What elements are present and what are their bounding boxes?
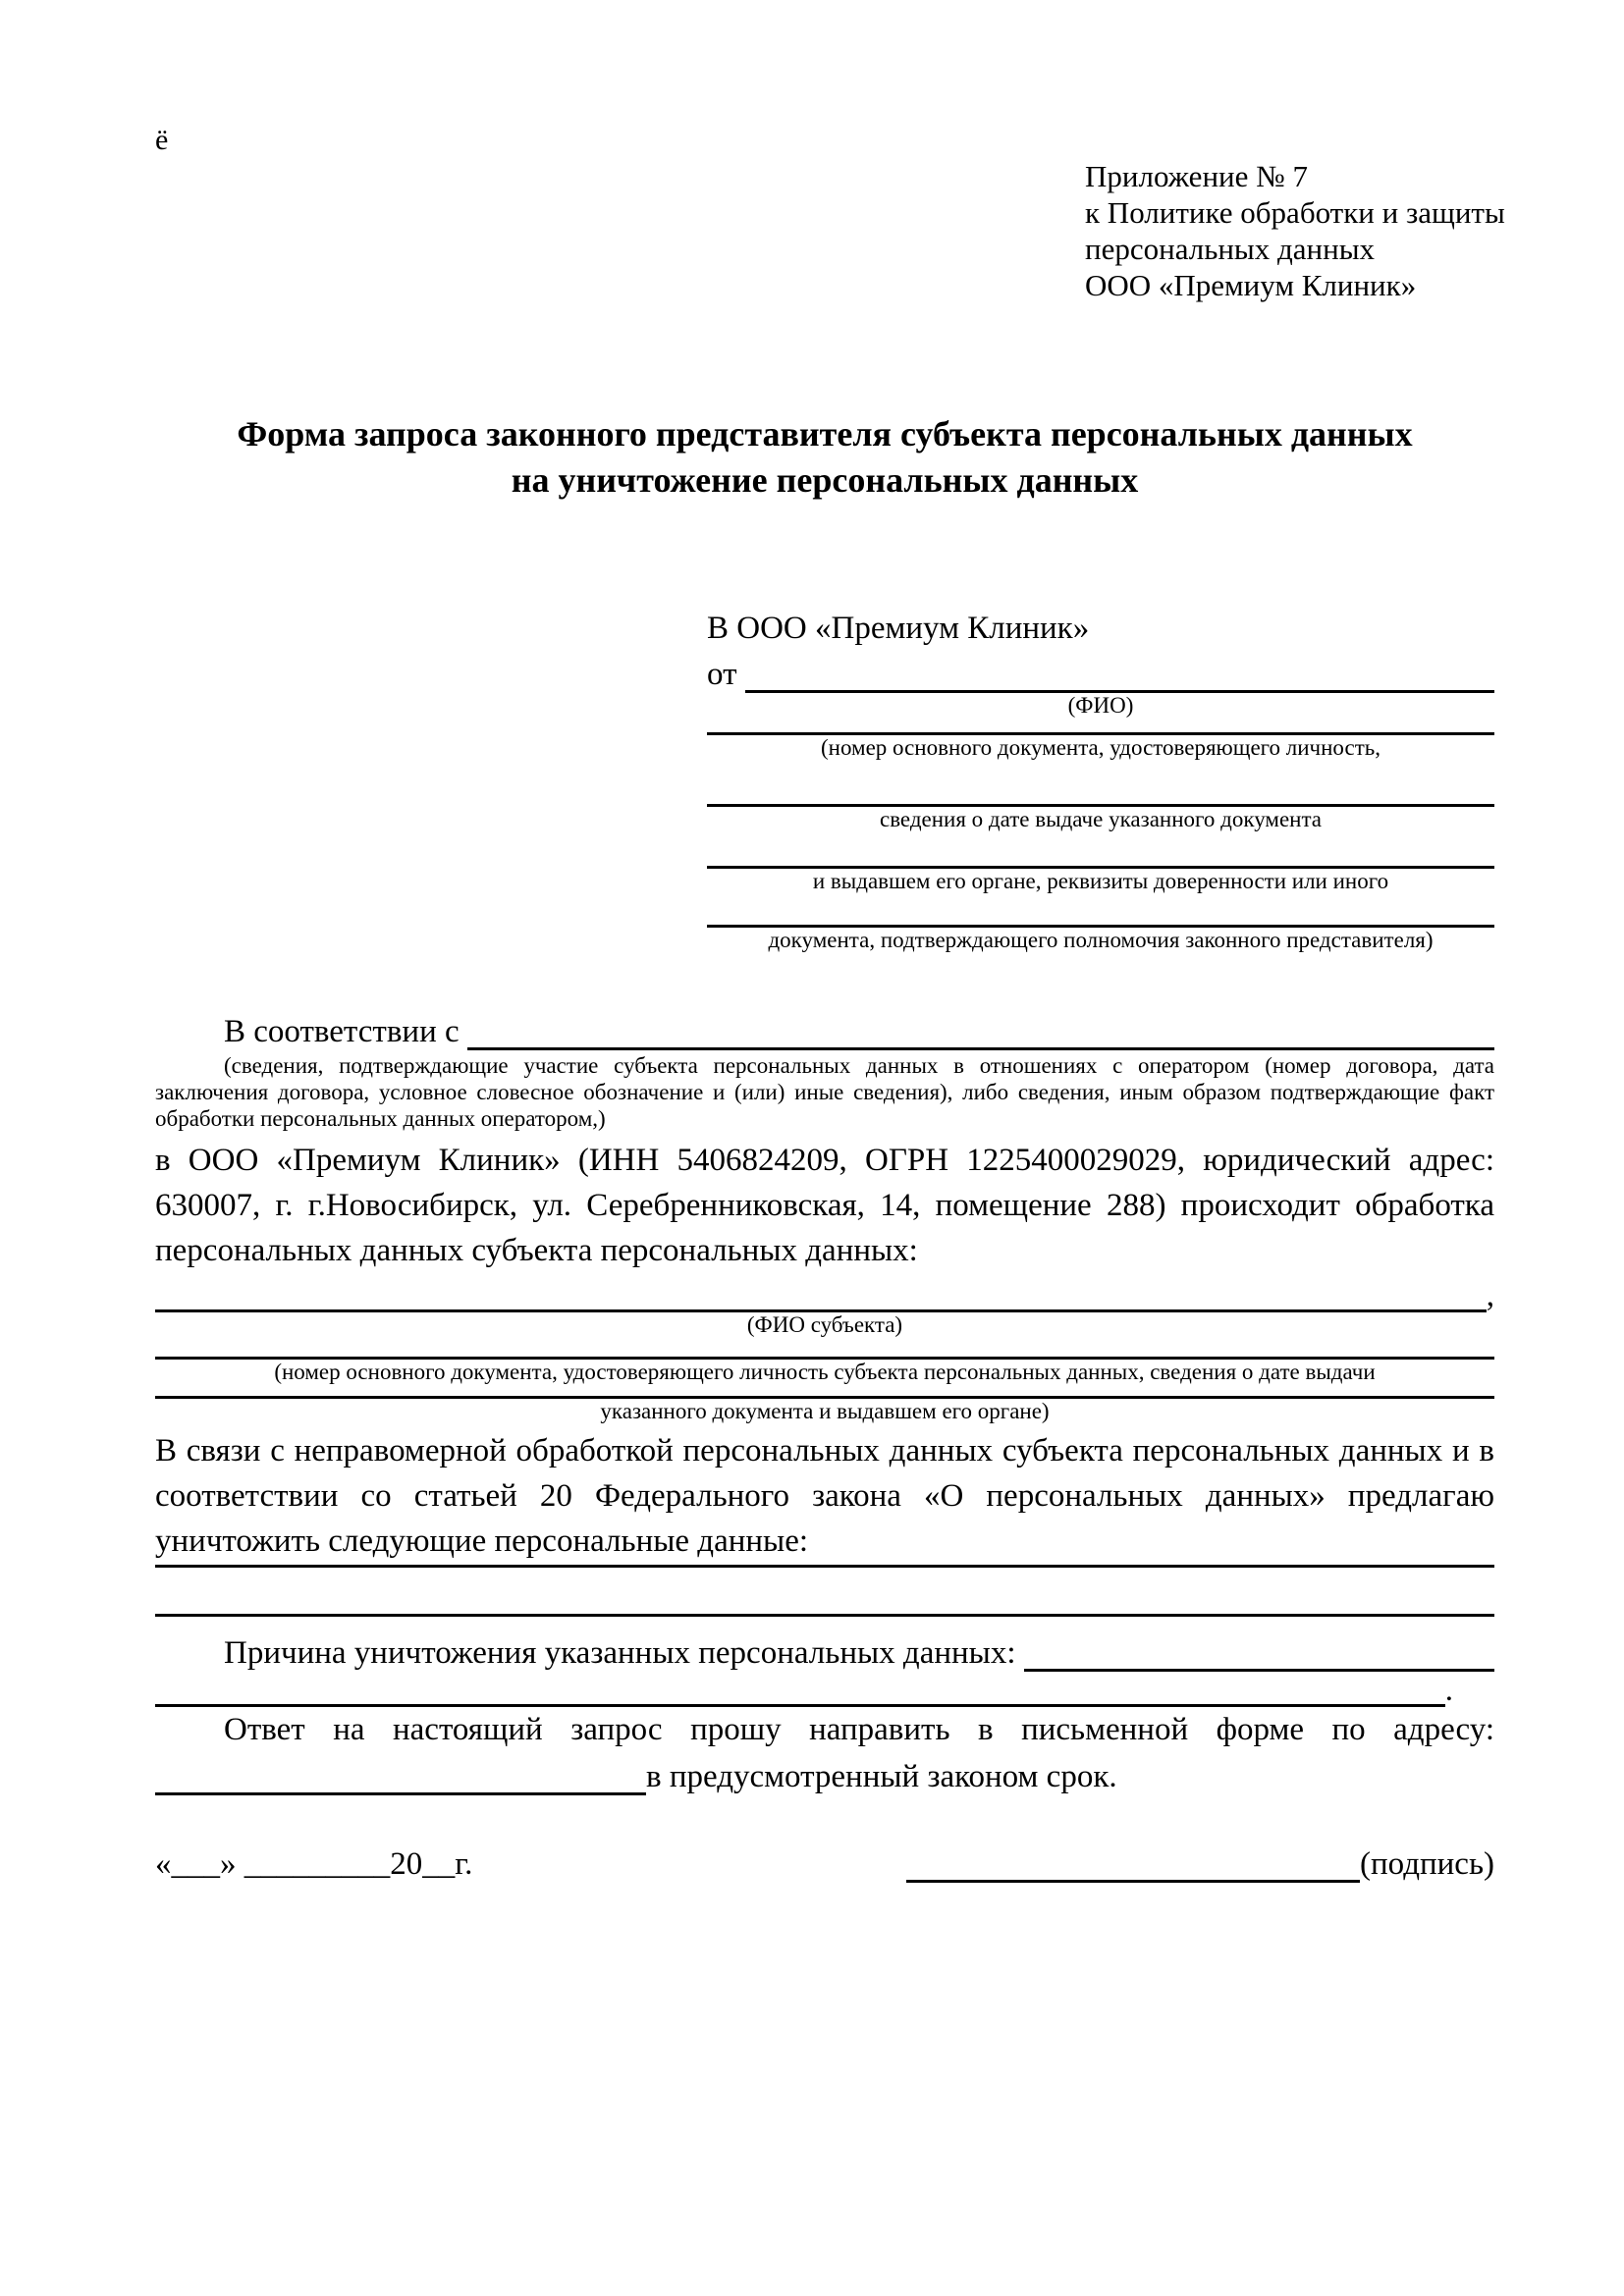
addressee-to: В ООО «Премиум Клиник» [707,611,1090,646]
reason-period: . [1444,1673,1453,1708]
signature-blank-line [906,1845,1360,1883]
accordance-label: В соответствии с [224,1014,460,1049]
reason-blank-line [1024,1634,1494,1672]
subject-doc-blank-line-1 [155,1338,1494,1360]
answer-paragraph: Ответ на настоящий запрос прошу направить в письменной форме по адресу: [224,1712,1494,1747]
form-title-line2: на уничтожение персональных данных [511,460,1139,500]
subject-doc-caption-1: (номер основного документа, удостоверяющего личность субъекта персональных данных, сведения о дате выдачи [274,1360,1376,1384]
form-title [155,411,1494,504]
operator-paragraph: в ООО «Премиум Клиник» (ИНН 5406824209, ОГРН 1225400029029, юридический адрес: 630007, г. г.Новосибирск, ул. Серебренниковская, 14, помещение 288) происходит обработка персональных данных субъекта персональных данных: [155,1143,1494,1268]
signature-caption: (подпись) [1360,1846,1494,1882]
signature-group [906,1845,1494,1883]
reason-label: Причина уничтожения указанных персональных данных: [224,1635,1016,1671]
appendix-header [1085,158,1505,303]
subject-fio-blank-line [155,1275,1487,1312]
reason-blank-line-2 [155,1676,1445,1707]
reason-row [155,1629,1494,1672]
subject-fio-comma: , [1486,1278,1494,1313]
appendix-policy-line2: персональных данных [1085,232,1376,266]
doc-issuer-field [707,866,1494,894]
subject-fio-caption: (ФИО субъекта) [746,1312,903,1337]
doc-number-field [707,732,1494,761]
stray-char: ё [155,124,169,156]
answer-tail-text: в предусмотренный законом срок. [646,1759,1117,1794]
doc-date-caption: сведения о дате выдаче указанного документа [879,807,1323,831]
data-list-blank-line-2 [155,1568,1494,1617]
appendix-policy-line: к Политике обработки и защиты [1085,195,1505,230]
accordance-note: (сведения, подтверждающие участие субъекта персональных данных в отношениях с оператором (номер договора, дата заключения договора, условное словесное обозначение и (или) иные сведения), либо сведения, иным образом подтверждающие факт обработки персональных данных оператором,) [155,1053,1494,1131]
address-blank-line [155,1758,646,1795]
doc-authority-field [707,925,1494,953]
from-row [707,650,1494,693]
accordance-blank-line [467,1013,1494,1050]
from-label: от [707,657,737,692]
subject-doc-caption-2: указанного документа и выдавшем его органе) [600,1399,1050,1423]
doc-number-caption: (номер основного документа, удостоверяющего личность, [820,735,1380,760]
subject-doc-blank-line-2 [155,1385,1494,1399]
doc-authority-caption: документа, подтверждающего полномочия законного представителя) [768,928,1434,952]
unlawful-paragraph: В связи с неправомерной обработкой персональных данных субъекта персональных данных и в соответствии со статьей 20 Федерального закона «О персональных данных» предлагаю уничтожить следующие персональные данные: [155,1433,1494,1559]
doc-date-field [707,804,1494,832]
date-blank-text: «___» _________20__г. [155,1846,473,1882]
answer-address-row [155,1752,1494,1795]
addressee-block [707,607,1494,953]
appendix-number: Приложение № 7 [1085,159,1308,193]
reason-continuation-row [155,1672,1453,1707]
form-title-line1: Форма запроса законного представителя субъекта персональных данных [237,414,1413,454]
accordance-row [155,1007,1494,1050]
fio-blank-line [745,656,1495,693]
fio-caption: (ФИО) [1067,693,1134,718]
appendix-company: ООО «Премиум Клиник» [1085,268,1417,302]
subject-fio-row [155,1273,1494,1312]
doc-issuer-caption: и выдавшем его органе, реквизиты доверенности или иного [812,869,1389,893]
footer-row [155,1840,1494,1883]
